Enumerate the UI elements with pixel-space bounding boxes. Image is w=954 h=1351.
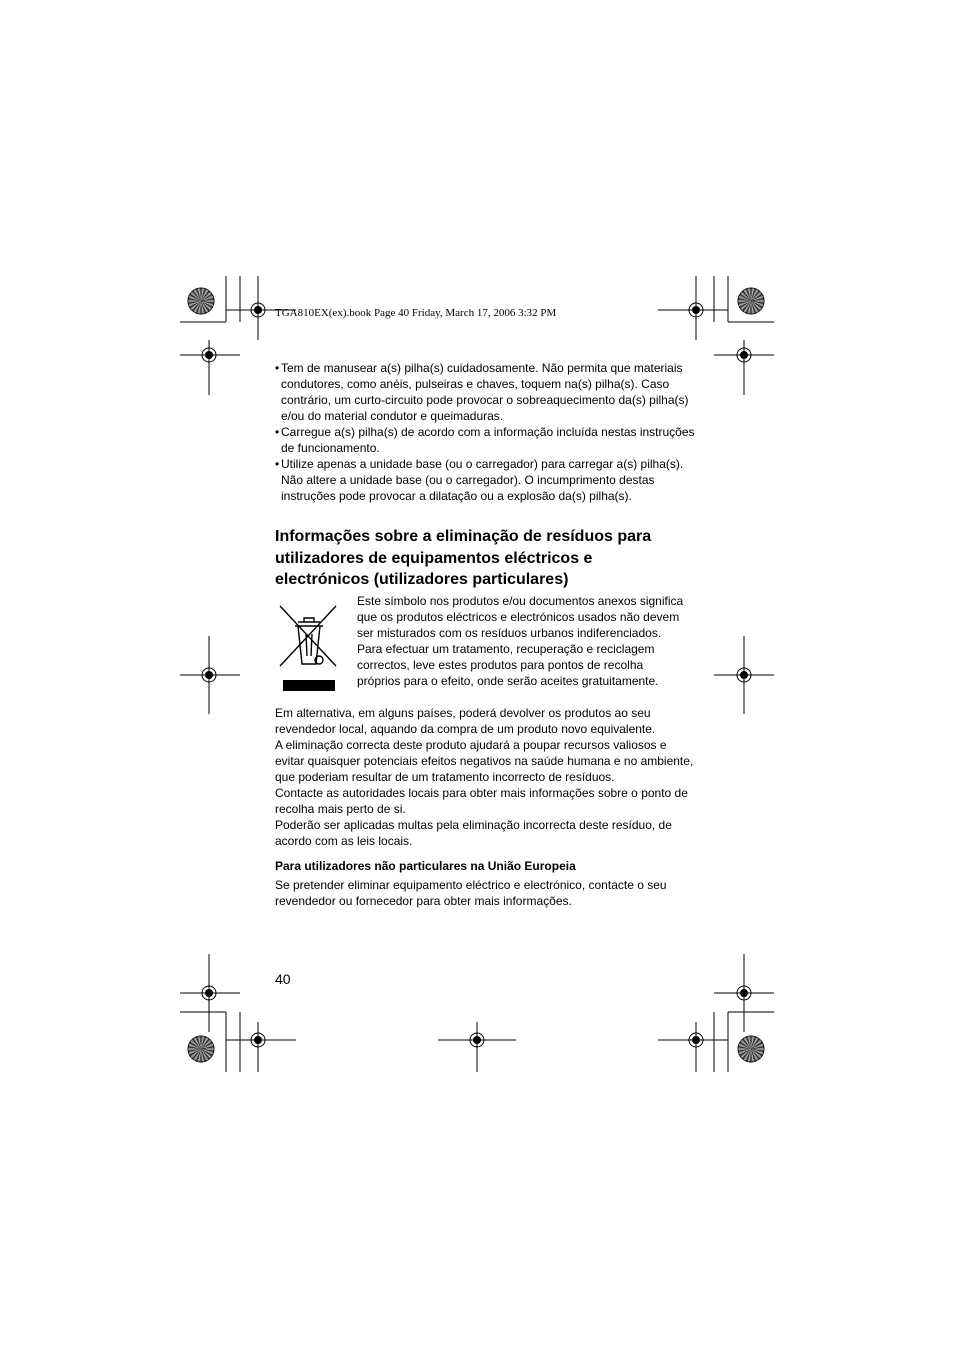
page-number: 40 bbox=[275, 971, 291, 987]
paragraph: Este símbolo nos produtos e/ou documentos anexos significa que os produtos eléctricos e electrónicos usados não devem ser misturados com os resíduos urbanos indiferenciados. bbox=[357, 594, 684, 640]
registration-mark-icon bbox=[685, 1029, 707, 1051]
list-item: • Utilize apenas a unidade base (ou o carregador) para carregar a(s) pilha(s). Não altere a unidade base (ou o carregador). O incumprimento destas instruções pode provocar a dilatação ou a explosão da(s) pilha(s). bbox=[275, 456, 695, 504]
star-target-icon bbox=[738, 288, 764, 314]
paragraph: Para efectuar um tratamento, recuperação e reciclagem correctos, leve estes produtos para pontos de recolha próprios para o efeito, onde serão aceites gratuitamente. bbox=[357, 642, 659, 688]
registration-mark-icon bbox=[685, 299, 707, 321]
registration-mark-icon bbox=[466, 1029, 488, 1051]
list-item: • Tem de manusear a(s) pilha(s) cuidadosamente. Não permita que materiais condutores, como anéis, pulseiras e chaves, toquem na(s) pilha(s). Caso contrário, um curto-circuito pode provocar o sobreaquecimento da(s) pilha(s) e/ou do material condutor e queimaduras. bbox=[275, 360, 695, 424]
registration-mark-icon bbox=[198, 664, 220, 686]
paragraph: A eliminação correcta deste produto ajudará a poupar recursos valiosos e evitar quaisquer potenciais efeitos negativos na saúde humana e no ambiente, que poderiam resultar de um tratamento incorrecto de resíduos. bbox=[275, 738, 694, 784]
registration-mark-icon bbox=[733, 344, 755, 366]
battery-precautions-list bbox=[275, 360, 695, 504]
paragraph: Poderão ser aplicadas multas pela eliminação incorrecta deste resíduo, de acordo com as leis locais. bbox=[275, 818, 672, 848]
file-stamp: TGA810EX(ex).book Page 40 Friday, March 17, 2006 3:32 PM bbox=[275, 307, 557, 319]
crossed-out-wheelie-bin-icon bbox=[279, 604, 339, 694]
list-item: • Carregue a(s) pilha(s) de acordo com a informação incluída nestas instruções de funcionamento. bbox=[275, 424, 695, 456]
subsection-text: Se pretender eliminar equipamento eléctrico e electrónico, contacte o seu revendedor ou fornecedor para obter mais informações. bbox=[275, 878, 667, 908]
registration-mark-icon bbox=[247, 299, 269, 321]
paragraph: Contacte as autoridades locais para obter mais informações sobre o ponto de recolha mais perto de si. bbox=[275, 786, 688, 816]
section-title: Informações sobre a eliminação de resíduos para utilizadores de equipamentos eléctricos e electrónicos (utilizadores particulares) bbox=[275, 528, 652, 588]
symbol-description bbox=[357, 593, 687, 689]
star-target-icon bbox=[738, 1036, 764, 1062]
paragraph: Em alternativa, em alguns países, poderá devolver os produtos ao seu revendedor local, aquando da compra de um produto novo equivalente. bbox=[275, 706, 656, 736]
star-target-icon bbox=[188, 288, 214, 314]
registration-mark-icon bbox=[733, 664, 755, 686]
registration-mark-icon bbox=[198, 344, 220, 366]
disposal-information bbox=[275, 705, 695, 849]
registration-mark-icon bbox=[198, 982, 220, 1004]
registration-mark-icon bbox=[247, 1029, 269, 1051]
star-target-icon bbox=[188, 1036, 214, 1062]
registration-mark-icon bbox=[733, 982, 755, 1004]
subsection-heading: Para utilizadores não particulares na União Europeia bbox=[275, 859, 576, 873]
